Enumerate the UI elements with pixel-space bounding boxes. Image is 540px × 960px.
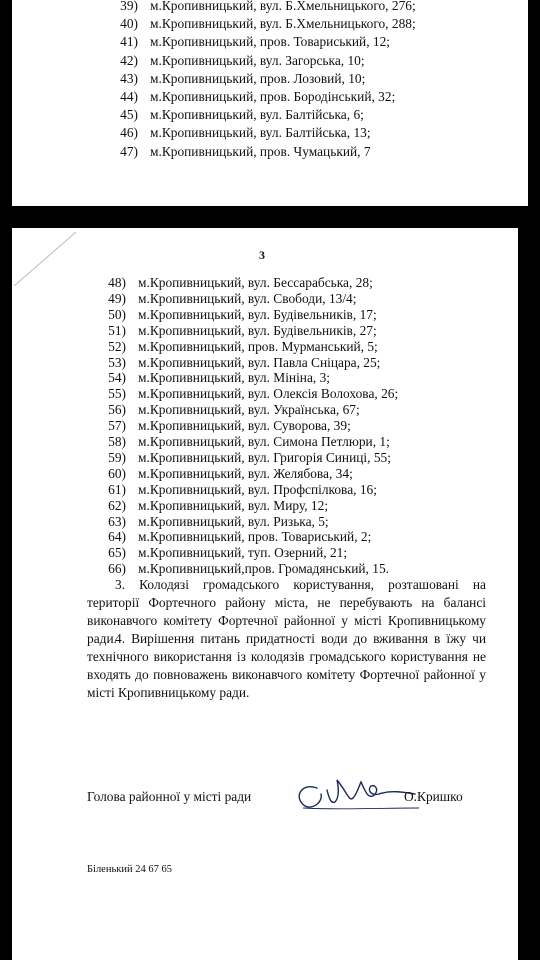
paragraph-4: 4. Вирішення питань придатності води до вживання в їжу чи технічного використання із колодязів громадського користування не входять до повноважень виконавчого комітету Фортечної районної у місті Кропивницькому ради. (87, 631, 486, 700)
item-number: 57) (108, 418, 126, 434)
item-number: 53) (108, 354, 126, 370)
item-number: 52) (108, 338, 126, 354)
item-address: м.Кропивницький, вул. Григорія Синиці, 55; (138, 449, 391, 465)
item-number: 54) (108, 370, 126, 386)
item-number: 46) (120, 125, 138, 141)
item-number: 60) (108, 465, 126, 481)
signatory-name: О.Кришко (404, 789, 463, 804)
item-number: 56) (108, 402, 126, 418)
item-number: 41) (120, 34, 138, 50)
document-page-3 (12, 228, 518, 960)
item-number: 48) (108, 275, 126, 290)
item-address: м.Кропивницький, пров. Чумацький, 7 (150, 143, 371, 159)
item-address: м.Кропивницький, вул. Будівельників, 27; (138, 322, 377, 338)
item-address: м.Кропивницький, вул. Будівельників, 17; (138, 306, 377, 322)
item-number: 62) (108, 497, 126, 513)
item-number: 39) (120, 0, 138, 13)
item-address: м.Кропивницький, вул. Б.Хмельницького, 288; (150, 16, 416, 32)
item-address: м.Кропивницький, вул. Загорська, 10; (150, 52, 365, 68)
item-address: м.Кропивницький, вул. Миру, 12; (138, 497, 329, 513)
item-address: м.Кропивницький, вул. Олексія Волохова, 26; (138, 386, 399, 402)
item-address: м.Кропивницький, вул. Желябова, 34; (138, 465, 353, 481)
previous-page-fragment (12, 0, 528, 206)
executor-note: Біленький 24 67 65 (87, 864, 172, 875)
item-address: м.Кропивницький, вул. Профспілкова, 16; (138, 481, 377, 497)
paragraph-3: 3. Колодязі громадського користування, розташовані на території Фортечного району міста, не перебувають на балансі виконавчого комітету Фортечної районної у місті Кропивницькому ради. (87, 577, 486, 646)
item-address: м.Кропивницький, вул. Балтійська, 6; (150, 107, 364, 123)
item-address: м.Кропивницький, вул. Мініна, 3; (138, 370, 331, 386)
item-number: 59) (108, 449, 126, 465)
item-address: м.Кропивницький, вул. Балтійська, 13; (150, 125, 371, 141)
item-address: м.Кропивницький, пров. Лозовий, 10; (150, 70, 366, 86)
item-address: м.Кропивницький, вул. Б.Хмельницького, 276; (150, 0, 416, 13)
item-number: 63) (108, 513, 126, 529)
item-number: 50) (108, 306, 126, 322)
page-number: 3 (259, 248, 265, 262)
item-address: м.Кропивницький, туп. Озерний, 21; (138, 545, 348, 561)
item-number: 44) (120, 89, 138, 104)
item-address: м.Кропивницький, пров. Товариський, 12; (150, 34, 391, 50)
item-number: 43) (120, 70, 138, 86)
page-fold-mark (12, 228, 92, 288)
item-number: 47) (120, 143, 138, 159)
item-number: 42) (120, 52, 138, 68)
item-number: 58) (108, 434, 126, 449)
signature-title: Голова районної у місті ради (87, 789, 252, 804)
item-address: м.Кропивницький,пров. Громадянський, 15. (138, 561, 389, 577)
item-number: 40) (120, 16, 138, 32)
item-address: м.Кропивницький, вул. Ризька, 5; (138, 513, 329, 529)
item-number: 51) (108, 322, 126, 338)
item-address: м.Кропивницький, вул. Бессарабська, 28; (138, 275, 373, 290)
item-address: м.Кропивницький, вул. Суворова, 39; (138, 418, 351, 434)
item-address: м.Кропивницький, пров. Товариський, 2; (138, 529, 372, 545)
item-number: 45) (120, 107, 138, 123)
item-number: 55) (108, 386, 126, 402)
item-number: 65) (108, 545, 126, 561)
item-number: 66) (108, 561, 126, 577)
item-address: м.Кропивницький, пров. Бородінський, 32; (150, 89, 396, 104)
item-address: м.Кропивницький, вул. Свободи, 13/4; (138, 290, 357, 306)
item-number: 49) (108, 290, 126, 306)
item-address: м.Кропивницький, пров. Мурманський, 5; (138, 338, 378, 354)
item-number: 64) (108, 529, 126, 545)
item-address: м.Кропивницький, вул. Симона Петлюри, 1; (138, 434, 390, 449)
item-number: 61) (108, 481, 126, 497)
item-address: м.Кропивницький, вул. Павла Сніцара, 25; (138, 354, 381, 370)
item-address: м.Кропивницький, вул. Українська, 67; (138, 402, 360, 418)
